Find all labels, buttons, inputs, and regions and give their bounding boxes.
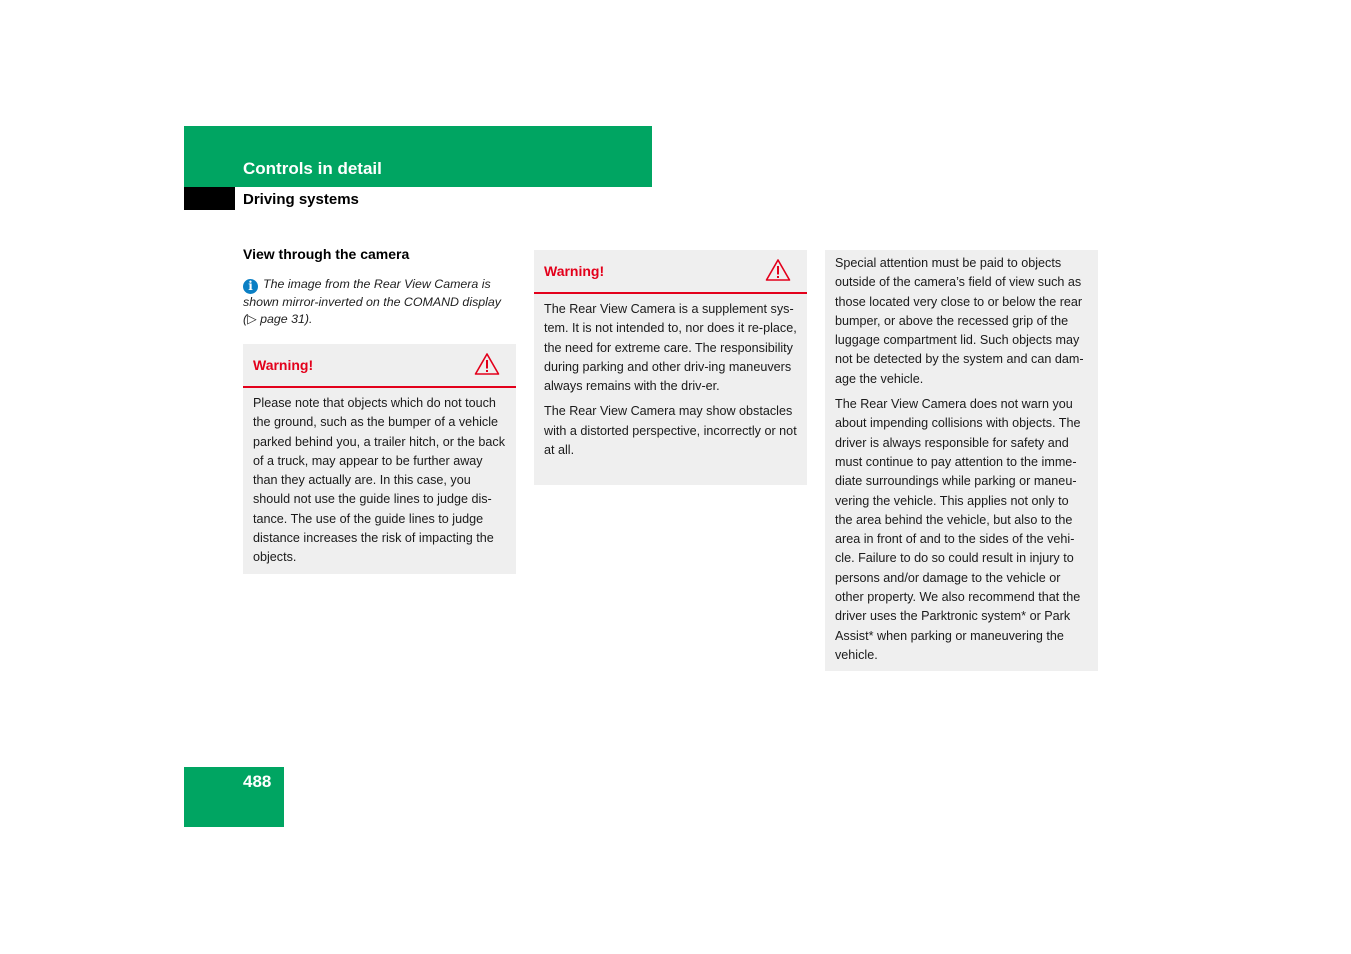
notice-body	[825, 250, 1098, 677]
notice-paragraph: Special attention must be paid to objects outside of the camera’s field of view such as those located very close to or below the rear bumper, or above the recessed grip of the luggage compartment lid. Such objects may not be detected by the system and can dam-age the vehicle.	[835, 256, 1084, 386]
warning-header	[534, 250, 807, 294]
warning-paragraph: The Rear View Camera is a supplement sys-tem. It is not intended to, nor does it re-place, the need for extreme care. The responsibility during parking and other driv-ing maneuvers always remains with the driv-er.	[544, 302, 797, 394]
info-icon: i	[243, 279, 258, 294]
warning-paragraph: The Rear View Camera may show obstacles with a distorted perspective, incorrectly or not at all.	[544, 404, 797, 458]
warning-title: Warning!	[253, 357, 314, 373]
notice-paragraph: The Rear View Camera does not warn you about impending collisions with objects. The driver is always responsible for safety and must continue to pay attention to the imme-diate surroundings while parking or maneu-vering the vehicle. This applies not only to the area behind the vehicle, but also to the area in front of and to the sides of the vehi-cle. Failure to do so could result in injury to persons and/or damage to the vehicle or other property. We also recommend that the driver uses the Parktronic system* or Park Assist* when parking or maneuvering the vehicle.	[835, 397, 1081, 662]
info-note-text: The image from the Rear View Camera is shown mirror-inverted on the COMAND display (▷ page 31).	[243, 277, 502, 326]
notice-panel-field-of-view	[825, 250, 1098, 671]
chapter-title: Controls in detail	[243, 159, 382, 178]
section-heading: View through the camera	[243, 246, 410, 262]
section-subtitle: Driving systems	[243, 191, 359, 208]
warning-body	[534, 294, 807, 472]
warning-panel-supplement-system	[534, 250, 807, 485]
warning-triangle-icon	[765, 258, 791, 282]
warning-header	[243, 344, 516, 388]
warning-title: Warning!	[544, 263, 605, 279]
warning-triangle-icon	[474, 352, 500, 376]
info-note	[243, 276, 518, 328]
warning-body	[243, 388, 516, 580]
page-number: 488	[243, 772, 272, 791]
warning-panel-guide-lines	[243, 344, 516, 574]
section-marker	[184, 187, 235, 210]
warning-text: Please note that objects which do not touch the ground, such as the bumper of a vehicle parked behind you, a trailer hitch, or the back of a truck, may appear to be further away than they actually are. In this case, you should not use the guide lines to judge dis-tance. The use of the guide lines to judge distance increases the risk of impacting the objects.	[253, 396, 506, 565]
